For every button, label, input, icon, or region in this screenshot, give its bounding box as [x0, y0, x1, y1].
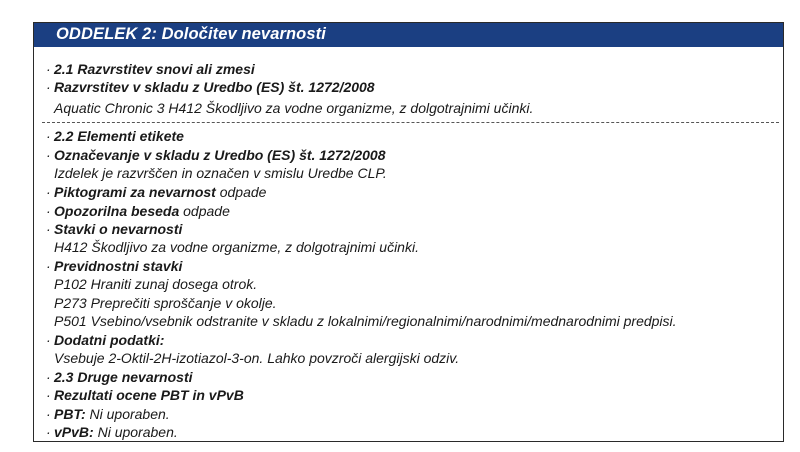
s21-subheading-line [46, 78, 375, 96]
bullet: · [46, 369, 51, 385]
bullet: · [46, 221, 51, 237]
s23-vpvb-label: vPvB: [54, 424, 94, 440]
bullet: · [46, 203, 51, 219]
bullet: · [46, 147, 51, 163]
bullet: · [46, 258, 51, 274]
s21-classification-text: Aquatic Chronic 3 H412 Škodljivo za vodne organizme, z dolgotrajnimi učinki. [54, 100, 534, 116]
s22-pictograms-line [46, 183, 266, 201]
section-frame [33, 22, 784, 442]
bullet: · [46, 184, 51, 200]
s22-p273: P273 Preprečiti sproščanje v okolje. [54, 295, 277, 311]
s22-additional-line [46, 331, 164, 349]
s22-labeling-text: Izdelek je razvrščen in označen v smislu Uredbe CLP. [54, 165, 387, 181]
section-header [34, 23, 783, 47]
s22-heading: 2.2 Elementi etikete [54, 128, 184, 144]
section-divider [42, 122, 779, 123]
s23-pbt-line [46, 405, 170, 423]
s22-signal-line [46, 202, 230, 220]
s22-pictograms-value: odpade [215, 184, 267, 200]
s23-pbt-heading: Rezultati ocene PBT in vPvB [54, 387, 244, 403]
s21-heading-line [46, 60, 255, 78]
s22-signal-label: Opozorilna beseda [54, 203, 180, 219]
s23-vpvb-line [46, 423, 178, 441]
s23-heading: 2.3 Druge nevarnosti [54, 369, 193, 385]
s21-subheading: Razvrstitev v skladu z Uredbo (ES) št. 1272/2008 [54, 79, 375, 95]
bullet: · [46, 128, 51, 144]
s22-additional-heading: Dodatni podatki: [54, 332, 165, 348]
s23-pbt-label: PBT: [54, 406, 86, 422]
s22-p501: P501 Vsebino/vsebnik odstranite v skladu z lokalnimi/regionalnimi/narodnimi/mednarodnimi predpisi. [54, 313, 677, 329]
bullet: · [46, 424, 51, 440]
s22-precaution-heading: Previdnostni stavki [54, 258, 183, 274]
s22-heading-line [46, 127, 184, 145]
bullet: · [46, 61, 51, 77]
s22-additional-text: Vsebuje 2-Oktil-2H-izotiazol-3-on. Lahko povzroči alergijski odziv. [54, 350, 460, 366]
s23-pbt-value: Ni uporaben. [85, 406, 170, 422]
s22-hazard-heading: Stavki o nevarnosti [54, 221, 183, 237]
s23-pbt-heading-line [46, 386, 244, 404]
s22-labeling-heading: Označevanje v skladu z Uredbo (ES) št. 1272/2008 [54, 147, 386, 163]
bullet: · [46, 387, 51, 403]
bullet: · [46, 79, 51, 95]
s22-hazard-text: H412 Škodljivo za vodne organizme, z dolgotrajnimi učinki. [54, 239, 419, 255]
s22-p102: P102 Hraniti zunaj dosega otrok. [54, 276, 258, 292]
bullet: · [46, 332, 51, 348]
s22-hazard-line [46, 220, 182, 238]
s23-vpvb-value: Ni uporaben. [93, 424, 178, 440]
s21-heading: 2.1 Razvrstitev snovi ali zmesi [54, 61, 255, 77]
s22-pictograms-label: Piktogrami za nevarnost [54, 184, 216, 200]
bullet: · [46, 406, 51, 422]
s22-precaution-line [46, 257, 182, 275]
s23-heading-line [46, 368, 193, 386]
section-title: ODDELEK 2: Določitev nevarnosti [56, 25, 326, 43]
s22-signal-value: odpade [179, 203, 230, 219]
s22-labeling-line [46, 146, 385, 164]
